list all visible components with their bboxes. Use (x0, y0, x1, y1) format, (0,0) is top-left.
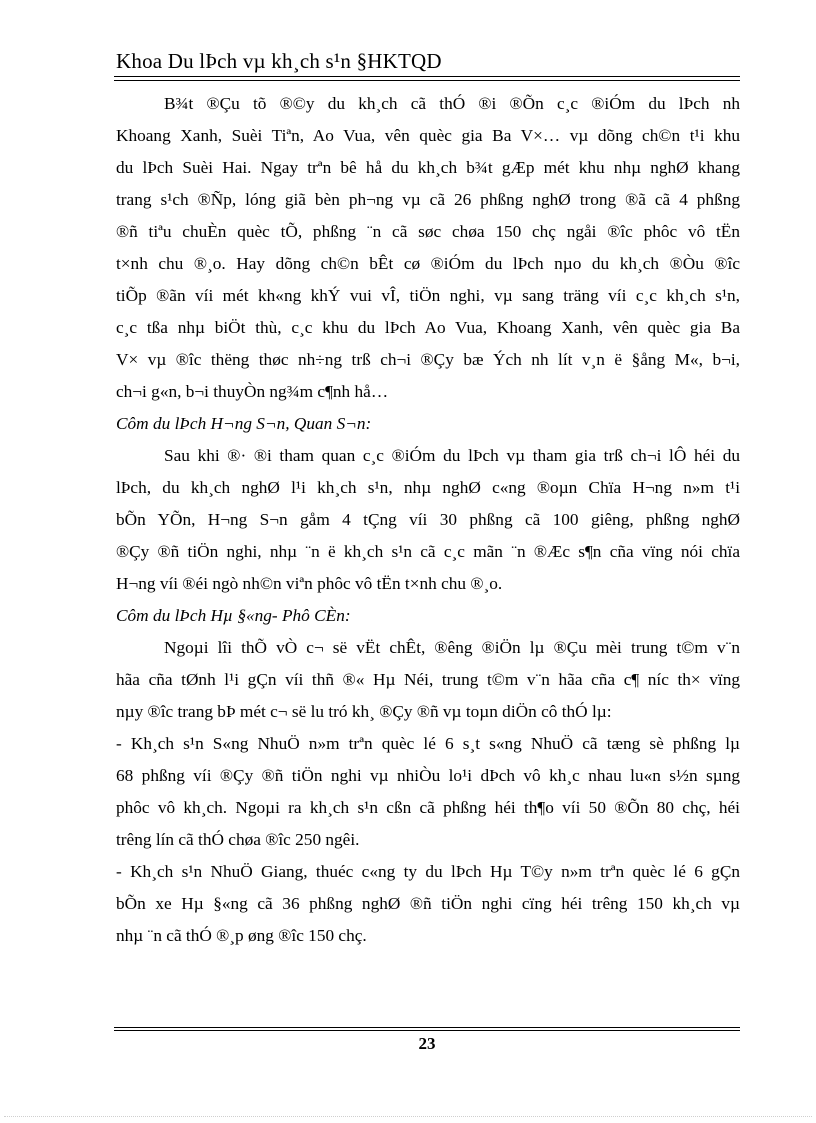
text-line: V× vµ ®îc thëng thøc nh÷ng trß ch¬i ®Çy bæ Ých nh lít v¸n ë §ång M«, b¬i, (116, 350, 740, 369)
text-line: phôc vô kh¸ch. Ngoµi ra kh¸ch s¹n cßn cã phßng héi th¶o víi 50 ®Õn 80 chç, héi (116, 798, 740, 817)
text-line: ch¬i g«n, b¬i thuyÒn ng¾m c¶nh hå… (116, 382, 389, 401)
footer-rule-top (114, 1027, 740, 1028)
header-rule-bottom (114, 80, 740, 81)
text-line: Ngoµi lîi thÕ vÒ c¬ së vËt chÊt, ®êng ®iÖn lµ ®Çu mèi trung t©m v¨n (164, 638, 740, 657)
text-line: Sau khi ®· ®i tham quan c¸c ®iÓm du lÞch vµ tham gia trß ch¬i lÔ héi du (164, 446, 740, 465)
text-line: c¸c tßa nhµ biÖt thù, c¸c khu du lÞch Ao Vua, Khoang Xanh, vên quèc gia Ba (116, 318, 740, 337)
text-line: t×nh chu ®¸o. Hay dõng ch©n bÊt cø ®iÓm du lÞch nµo du kh¸ch ®Òu ®îc (116, 254, 740, 273)
header-rule-top (114, 76, 740, 77)
text-line: B¾t ®Çu tõ ®©y du kh¸ch cã thÓ ®i ®Õn c¸c ®iÓm du lÞch nh (164, 94, 740, 113)
text-line: lÞch, du kh¸ch nghØ l¹i kh¸ch s¹n, nhµ nghØ c«ng ®oµn Chïa H¬ng n»m t¹i (116, 478, 740, 497)
section-heading: Côm du lÞch H¬ng S¬n, Quan S¬n: (116, 414, 372, 433)
text-line: - Kh¸ch s¹n S«ng NhuÖ n»m trªn quèc lé 6 s¸t s«ng NhuÖ cã tæng sè phßng lµ (116, 734, 740, 753)
text-line: Khoang Xanh, Suèi Tiªn, Ao Vua, vên quèc gia Ba V×… vµ dõng ch©n t¹i khu (116, 126, 740, 145)
text-line: nµy ®îc trang bÞ mét c¬ së lu tró kh¸ ®Çy ®ñ vµ toµn diÖn cô thÓ lµ: (116, 702, 612, 721)
body-text (116, 88, 740, 952)
text-line: du lÞch Suèi Hai. Ngay trªn bê hå du kh¸ch b¾t gÆp mét khu nhµ nghØ khang (116, 158, 740, 177)
page-header-title: Khoa Du lÞch vµ kh¸ch s¹n §HKTQD (116, 49, 442, 73)
text-line: ®Çy ®ñ tiÖn nghi, nhµ ¨n ë kh¸ch s¹n cã c¸c mãn ¨n ®Æc s¶n cña vïng nói chïa (116, 542, 740, 561)
text-line: tiÕp ®ãn víi mét kh«ng khÝ vui vÎ, tiÖn nghi, vµ sang träng víi c¸c kh¸ch s¹n, (116, 286, 740, 305)
text-line: - Kh¸ch s¹n NhuÖ Giang, thuéc c«ng ty du lÞch Hµ T©y n»m trªn quèc lé 6 gÇn (116, 862, 740, 881)
text-line: 68 phßng víi ®Çy ®ñ tiÖn nghi vµ nhiÒu lo¹i dÞch vô kh¸c nhau lu«n s½n sµng (116, 766, 740, 785)
text-line: bÕn xe Hµ §«ng cã 36 phßng nghØ ®ñ tiÖn nghi cïng héi trêng 150 kh¸ch vµ (116, 894, 740, 913)
section-heading: Côm du lÞch Hµ §«ng- Phô CÈn: (116, 606, 351, 625)
page-edge-dotted-line (4, 1116, 812, 1117)
text-line: H¬ng víi ®éi ngò nh©n viªn phôc vô tËn t×nh chu ®¸o. (116, 574, 503, 593)
text-line: trêng lín cã thÓ chøa ®îc 250 ngêi. (116, 830, 360, 849)
text-line: ®ñ tiªu chuÈn quèc tÕ, phßng ¨n cã søc chøa 150 chç ngåi ®îc phôc vô tËn (116, 222, 740, 241)
text-line: trang s¹ch ®Ñp, lóng giã bèn ph¬ng vµ cã 26 phßng nghØ trong ®ã cã 4 phßng (116, 190, 740, 209)
text-line: nhµ ¨n cã thÓ ®¸p øng ®îc 150 chç. (116, 926, 367, 945)
text-line: bÕn YÕn, H¬ng S¬n gåm 4 tÇng víi 30 phßng cã 100 giêng, phßng nghØ (116, 510, 740, 529)
text-line: hãa cña tØnh l¹i gÇn víi thñ ®« Hµ Néi, trung t©m v¨n hãa cña c¶ níc th× vïng (116, 670, 740, 689)
page-number: 23 (418, 1034, 436, 1053)
footer-rule-bottom (114, 1030, 740, 1031)
